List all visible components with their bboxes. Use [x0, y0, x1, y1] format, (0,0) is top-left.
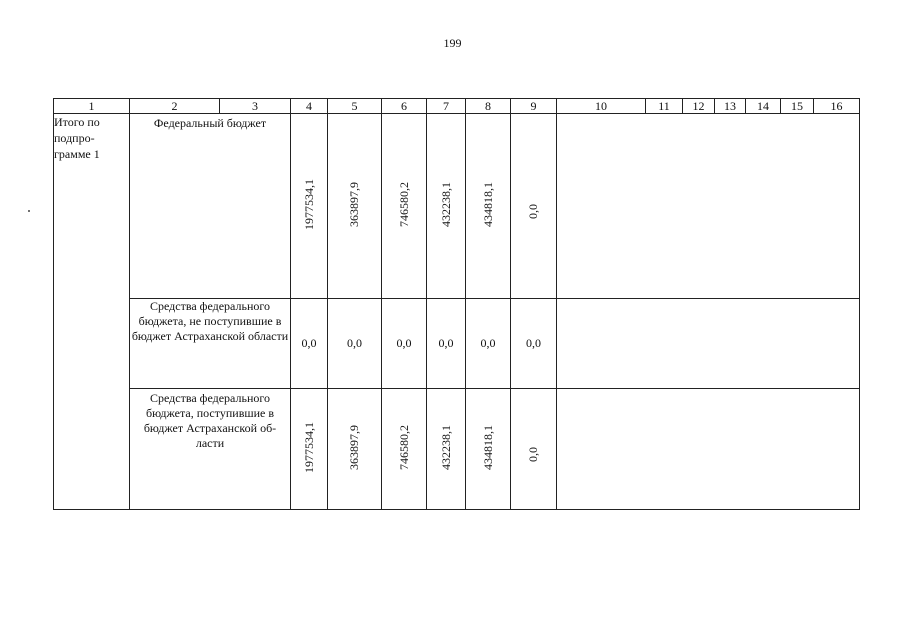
header-cell: 5: [328, 99, 382, 114]
row-label: Итого по подпро-грамме 1: [54, 114, 130, 510]
header-cell: 13: [715, 99, 746, 114]
header-row: [54, 99, 860, 114]
header-cell: 14: [746, 99, 781, 114]
source-label: Средства федерального бюджета, поступившие в бюджет Астраханской об-ласти: [130, 389, 291, 510]
value-cell: 363897,9: [328, 389, 382, 510]
header-cell: 1: [54, 99, 130, 114]
value-cell: 0,0: [291, 299, 328, 389]
value-cell: 746580,2: [382, 389, 427, 510]
value-cell: 434818,1: [466, 389, 511, 510]
value-cell: 0,0: [466, 299, 511, 389]
value-cell: 0,0: [511, 299, 557, 389]
header-cell: 7: [427, 99, 466, 114]
table-row: [54, 389, 860, 510]
header-cell: 10: [557, 99, 646, 114]
header-cell: 11: [646, 99, 683, 114]
empty-cell: [557, 114, 860, 299]
header-cell: 4: [291, 99, 328, 114]
value-cell: 434818,1: [466, 114, 511, 299]
value-cell: 0,0: [382, 299, 427, 389]
scan-dot: [28, 210, 30, 212]
page-number: 199: [443, 36, 462, 50]
budget-table: [53, 98, 860, 510]
header-cell: 2: [130, 99, 220, 114]
value-cell: 0,0: [511, 114, 557, 299]
empty-cell: [557, 389, 860, 510]
source-label: Средства федерального бюджета, не поступившие в бюджет Астраханской области: [130, 299, 291, 389]
header-cell: 15: [781, 99, 814, 114]
header-cell: 6: [382, 99, 427, 114]
value-cell: 363897,9: [328, 114, 382, 299]
header-cell: 9: [511, 99, 557, 114]
header-cell: 16: [814, 99, 860, 114]
value-cell: 0,0: [511, 389, 557, 510]
source-label: Федеральный бюджет: [130, 114, 291, 299]
header-cell: 8: [466, 99, 511, 114]
value-cell: 746580,2: [382, 114, 427, 299]
table-row: [54, 114, 860, 299]
value-cell: 0,0: [427, 299, 466, 389]
empty-cell: [557, 299, 860, 389]
table-row: [54, 299, 860, 389]
value-cell: 432238,1: [427, 114, 466, 299]
header-cell: 3: [220, 99, 291, 114]
header-cell: 12: [683, 99, 715, 114]
value-cell: 1977534,1: [291, 114, 328, 299]
value-cell: 432238,1: [427, 389, 466, 510]
value-cell: 1977534,1: [291, 389, 328, 510]
value-cell: 0,0: [328, 299, 382, 389]
